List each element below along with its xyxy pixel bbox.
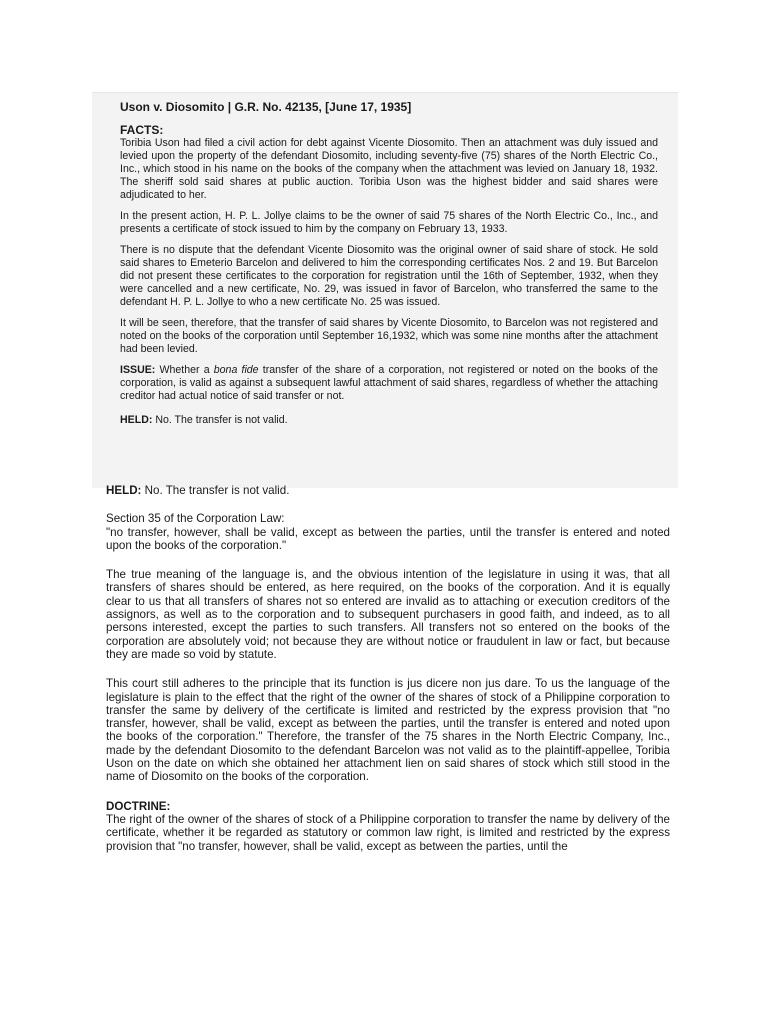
scan-held-line (120, 414, 658, 427)
facts-paragraph-1: Toribia Uson had filed a civil action for debt against Vicente Diosomito. Then an attachment was duly issued and levied upon the property of the defendant Diosomito, including seventy-five (75) shares of the North Electric Co., Inc., which stood in his name on the books of the company when the attachment was levied on January 18, 1932. The sheriff sold said shares at public auction. Toribia Uson was the highest bidder and said shares were adjudicated to her. (120, 137, 658, 201)
adheres-paragraph: This court still adheres to the principle that its function is jus dicere non jus dare. To us the language of the legislature is plain to the effect that the right of the owner of the shares of stock of a Philippine corporation to transfer the same by delivery of the certificate is limited and restricted by the express provision that "no transfer, however, shall be valid, except as between the parties, until the transfer is entered and noted upon the books of the corporation." Therefore, the transfer of the 75 shares in the North Electric Company, Inc., made by the defendant Diosomito to the defendant Barcelon was not valid as to the plaintiff-appellee, Toribia Uson on the date on which she obtained her attachment lien on said shares of stock which still stood in the name of Diosomito on the books of the corporation. (106, 677, 670, 784)
scan-held-text: No. The transfer is not valid. (152, 414, 288, 426)
facts-paragraph-4: It will be seen, therefore, that the transfer of said shares by Vicente Diosomito, to Barcelon was not registered and noted on the books of the corporation until September 16,1932, which was some nine months after the attachment had been levied. (120, 317, 658, 355)
issue-paragraph (120, 364, 658, 403)
doctrine-paragraph: The right of the owner of the shares of stock of a Philippine corporation to transfer the name by delivery of the certificate, whether it be regarded as statutory or common law right, is limited and restricted by the express provision that "no transfer, however, shall be valid, except as between the parties, until the (106, 812, 670, 853)
section-title: Section 35 of the Corporation Law: (106, 512, 285, 526)
case-title: Uson v. Diosomito | G.R. No. 42135, [June 17, 1935] (120, 100, 412, 114)
scanned-excerpt-content (120, 100, 658, 427)
doctrine-heading: DOCTRINE: (106, 799, 171, 813)
held-label: HELD: (106, 484, 142, 497)
held-line (106, 484, 670, 497)
facts-paragraph-3: There is no dispute that the defendant Vicente Diosomito was the original owner of said share of stock. He sold said shares to Emeterio Barcelon and delivered to him the corresponding certificates Nos. 2 and 19. But Barcelon did not present these certificates to the corporation for registration until the 16th of September, 1932, when they were cancelled and a new certificate, No. 29, was issued in favor of Barcelon, who transferred the same to the defendant H. P. L. Jollye to who a new certificate No. 25 was issued. (120, 244, 658, 308)
scanned-excerpt (92, 93, 678, 488)
scan-held-label: HELD: (120, 414, 153, 426)
issue-text-start: Whether a (155, 364, 214, 376)
issue-text-end: transfer of the share of a corporation, not registered or noted on the books of the corporation, is valid as against a subsequent lawful attachment of said shares, regardless of whether the attaching creditor had actual notice of said transfer or not. (120, 364, 659, 402)
facts-paragraph-2: In the present action, H. P. L. Jollye claims to be the owner of said 75 shares of the North Electric Co., Inc., and presents a certificate of stock issued to him by the company on February 13, 1933. (120, 210, 658, 235)
issue-label: ISSUE: (120, 364, 156, 376)
main-text (106, 484, 670, 853)
issue-italic-term: bona fide (213, 364, 259, 376)
meaning-paragraph: The true meaning of the language is, and the obvious intention of the legislature in using it was, that all transfers of shares should be entered, as here required, on the books of the corporation. And it is equally clear to us that all transfers of shares not so entered are invalid as to attaching or execution creditors of the assignors, as well as to the corporation and to subsequent purchasers in good faith, and indeed, as to all persons interested, except the parties to such transfers. All transfers not so entered on the books of the corporation are absolutely void; not because they are without notice or fraudulent in law or fact, but because they are made so void by statute. (106, 568, 670, 661)
section-quote: "no transfer, however, shall be valid, except as between the parties, until the transfer is entered and noted upon the books of the corporation." (106, 525, 670, 552)
held-text: No. The transfer is not valid. (141, 484, 290, 497)
facts-heading: FACTS: (120, 123, 164, 137)
